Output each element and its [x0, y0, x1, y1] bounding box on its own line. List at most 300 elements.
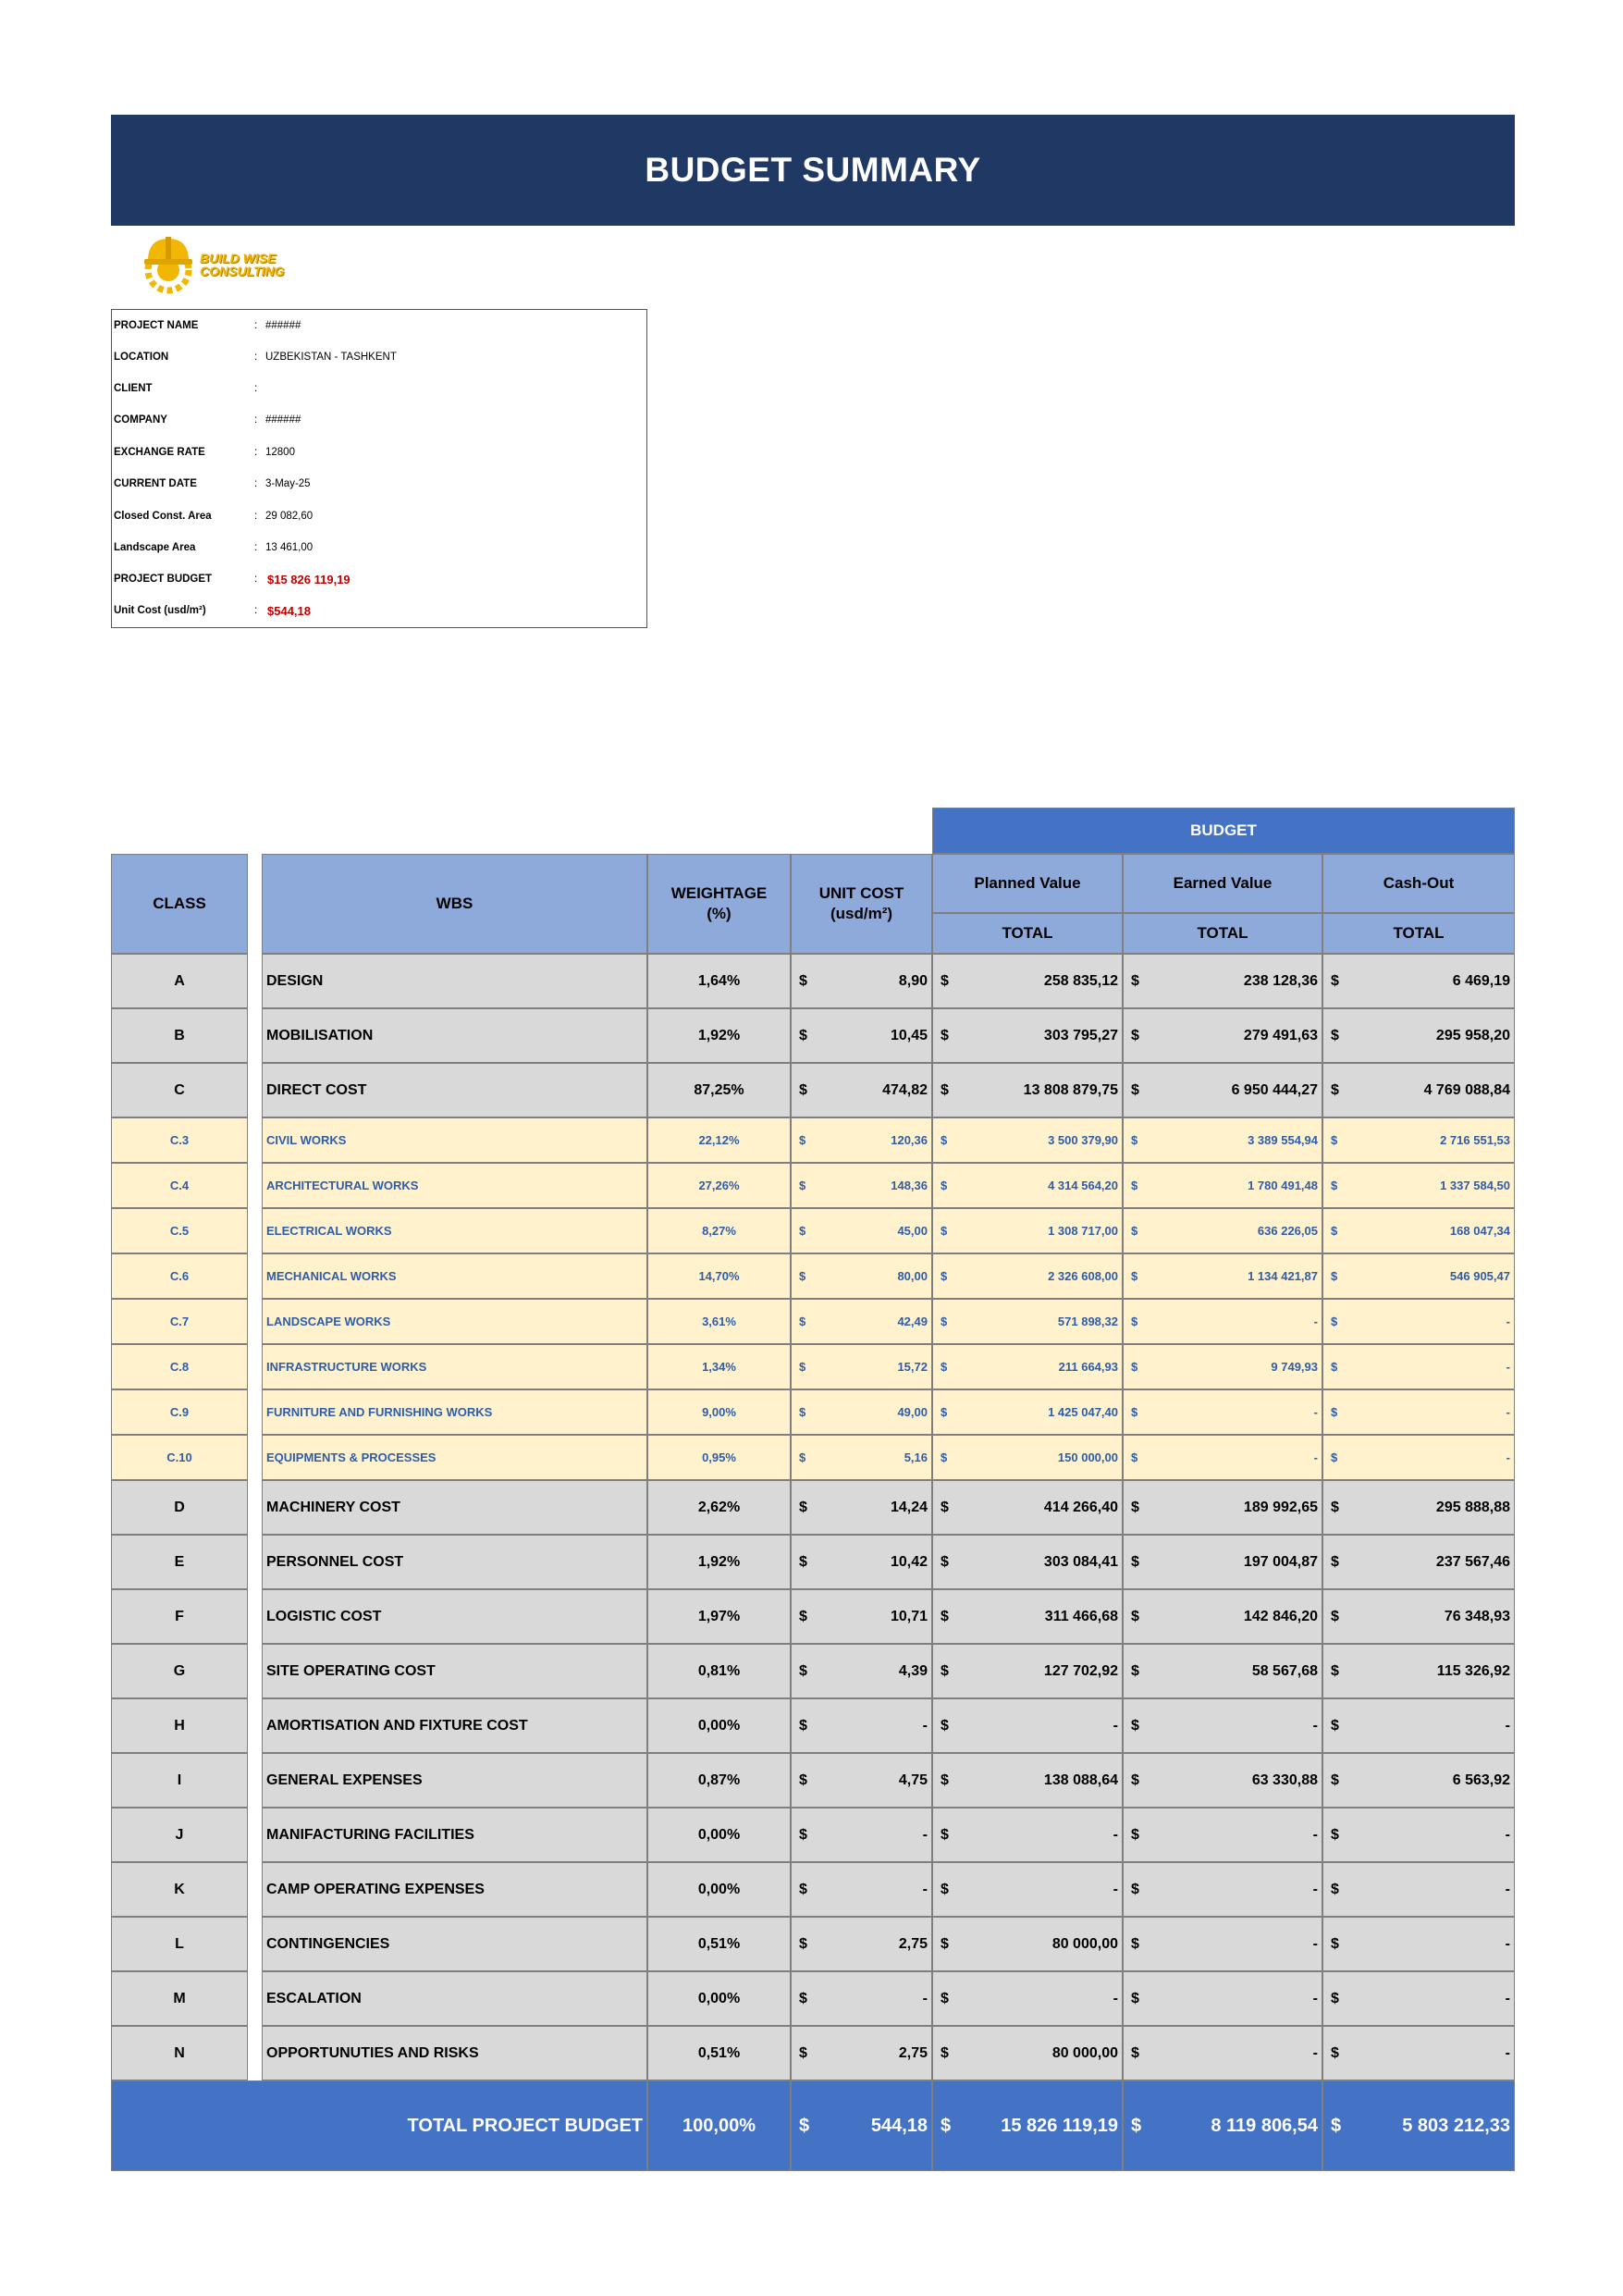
currency-sign: $	[941, 972, 949, 989]
weightage-cell: 87,25%	[647, 1063, 791, 1117]
planned-value-cell-value: 13 808 879,75	[1023, 1081, 1118, 1098]
earned-value-cell	[1123, 1480, 1322, 1535]
planned-value-cell-value: 80 000,00	[1051, 1935, 1118, 1952]
earned-value-cell	[1123, 2026, 1322, 2080]
wbs-cell: LOGISTIC COST	[262, 1589, 647, 1644]
planned-value-cell	[932, 1389, 1123, 1435]
currency-sign: $	[1331, 1499, 1339, 1515]
cash-out-cell-value: 115 326,92	[1436, 1662, 1510, 1679]
unit-cost-cell	[791, 1480, 932, 1535]
cash-out-cell	[1322, 1480, 1515, 1535]
cash-out-cell	[1322, 1435, 1515, 1480]
info-colon: :	[254, 383, 258, 394]
total-planned-value-value: 15 826 119,19	[1001, 2115, 1118, 2136]
cash-out-cell-value: 295 888,88	[1435, 1499, 1510, 1515]
unit-cost-cell-value: 2,75	[898, 2044, 928, 2061]
planned-value-cell-value: 4 314 564,20	[1048, 1179, 1118, 1192]
currency-sign: $	[1331, 1771, 1339, 1788]
planned-value-cell-value: 127 702,92	[1043, 1662, 1118, 1679]
planned-value-cell	[932, 954, 1123, 1008]
unit-cost-cell-value: 10,42	[890, 1553, 928, 1570]
currency-sign: $	[941, 1608, 949, 1624]
currency-sign: $	[1131, 2044, 1139, 2061]
unit-cost-cell	[791, 1753, 932, 1808]
class-cell: G	[111, 1644, 248, 1698]
info-colon: :	[254, 352, 258, 363]
info-row	[112, 500, 646, 532]
earned-value-cell	[1123, 1971, 1322, 2026]
info-value: 13 461,00	[265, 542, 314, 553]
unit-cost-cell	[791, 1389, 932, 1435]
wbs-cell: MECHANICAL WORKS	[262, 1253, 647, 1299]
currency-sign: $	[1331, 1315, 1338, 1328]
unit-cost-cell	[791, 1253, 932, 1299]
weightage-cell: 1,97%	[647, 1589, 791, 1644]
currency-sign: $	[941, 1027, 949, 1043]
planned-value-cell	[932, 1698, 1123, 1753]
unit-cost-cell	[791, 1917, 932, 1971]
cash-out-cell-value: -	[1505, 1717, 1510, 1734]
cash-out-cell	[1322, 1698, 1515, 1753]
wbs-cell: LANDSCAPE WORKS	[262, 1299, 647, 1344]
wbs-cell: MANIFACTURING FACILITIES	[262, 1808, 647, 1862]
cash-out-cell-value: -	[1505, 1826, 1510, 1843]
currency-sign: $	[1331, 1179, 1338, 1192]
cash-out-cell-value: 546 905,47	[1449, 1269, 1510, 1283]
cash-out-cell	[1322, 1862, 1515, 1917]
company-logo	[141, 233, 307, 298]
currency-sign: $	[799, 1133, 806, 1147]
class-cell: C.4	[111, 1163, 248, 1208]
title-bar	[111, 115, 1515, 226]
info-label: Closed Const. Area	[114, 511, 212, 522]
unit-cost-header: UNIT COST (usd/m²)	[791, 854, 932, 954]
class-cell: C.5	[111, 1208, 248, 1253]
currency-sign: $	[799, 1027, 807, 1043]
currency-sign: $	[941, 1315, 948, 1328]
cash-out-cell-value: -	[1506, 1450, 1510, 1464]
unit-cost-cell	[791, 2026, 932, 2080]
class-cell: C.10	[111, 1435, 248, 1480]
cash-out-cell-value: 76 348,93	[1444, 1608, 1510, 1624]
info-label: PROJECT BUDGET	[114, 574, 213, 585]
earned-value-cell-value: -	[1312, 1881, 1318, 1897]
weightage-cell: 0,00%	[647, 1971, 791, 2026]
currency-sign: $	[941, 2115, 952, 2136]
total-cash-out-value: 5 803 212,33	[1402, 2115, 1510, 2136]
planned-value-cell-value: 414 266,40	[1043, 1499, 1118, 1515]
info-row	[112, 595, 646, 626]
currency-sign: $	[799, 1662, 807, 1679]
planned-value-cell	[932, 2026, 1123, 2080]
cash-out-cell-value: 4 769 088,84	[1423, 1081, 1510, 1098]
planned-value-cell-value: -	[1113, 1990, 1118, 2006]
wbs-cell: GENERAL EXPENSES	[262, 1753, 647, 1808]
class-cell: F	[111, 1589, 248, 1644]
earned-value-cell	[1123, 1589, 1322, 1644]
currency-sign: $	[1131, 1662, 1139, 1679]
currency-sign: $	[1131, 1269, 1138, 1283]
currency-sign: $	[1131, 1553, 1139, 1570]
planned-value-cell-value: 311 466,68	[1044, 1608, 1118, 1624]
earned-value-cell	[1123, 1435, 1322, 1480]
unit-cost-cell	[791, 1008, 932, 1063]
unit-cost-cell-value: 45,00	[897, 1224, 928, 1238]
planned-value-cell	[932, 1808, 1123, 1862]
currency-sign: $	[799, 972, 807, 989]
earned-value-cell-value: 197 004,87	[1243, 1553, 1318, 1570]
unit-cost-cell-value: 120,36	[891, 1133, 928, 1147]
earned-value-cell-value: 58 567,68	[1251, 1662, 1318, 1679]
class-header: CLASS	[111, 854, 248, 954]
currency-sign: $	[941, 1133, 948, 1147]
info-value: ######	[265, 320, 301, 331]
planned-value-cell	[932, 1063, 1123, 1117]
planned-value-cell-value: 138 088,64	[1043, 1771, 1118, 1788]
currency-sign: $	[1331, 1553, 1339, 1570]
info-colon: :	[254, 605, 258, 616]
currency-sign: $	[1331, 1935, 1339, 1952]
earned-value-cell-value: 238 128,36	[1243, 972, 1318, 989]
planned-value-header: Planned Value	[932, 854, 1123, 913]
weightage-cell: 3,61%	[647, 1299, 791, 1344]
currency-sign: $	[941, 1450, 948, 1464]
wbs-cell: PERSONNEL COST	[262, 1535, 647, 1589]
info-row	[112, 373, 646, 404]
currency-sign: $	[1331, 1360, 1338, 1374]
weightage-cell: 0,51%	[647, 2026, 791, 2080]
currency-sign: $	[1131, 1499, 1139, 1515]
class-cell: H	[111, 1698, 248, 1753]
total-earned-value-value: 8 119 806,54	[1211, 2115, 1318, 2136]
wbs-cell: CONTINGENCIES	[262, 1917, 647, 1971]
info-colon: :	[254, 414, 258, 426]
unit-cost-cell	[791, 1435, 932, 1480]
unit-cost-cell	[791, 1589, 932, 1644]
cash-out-cell	[1322, 1808, 1515, 1862]
planned-value-cell-value: -	[1113, 1881, 1118, 1897]
currency-sign: $	[1131, 1771, 1139, 1788]
planned-value-cell-value: -	[1113, 1717, 1118, 1734]
wbs-cell: SITE OPERATING COST	[262, 1644, 647, 1698]
currency-sign: $	[1131, 1717, 1139, 1734]
cash-out-cell-value: 168 047,34	[1449, 1224, 1510, 1238]
wbs-cell: DESIGN	[262, 954, 647, 1008]
weightage-header: WEIGHTAGE (%)	[647, 854, 791, 954]
unit-cost-cell	[791, 1163, 932, 1208]
total-unit-cost-value: 544,18	[870, 2115, 928, 2136]
info-colon: :	[254, 478, 258, 489]
wbs-cell: CIVIL WORKS	[262, 1117, 647, 1163]
currency-sign: $	[799, 1405, 806, 1419]
planned-value-cell	[932, 1163, 1123, 1208]
cash-out-header: Cash-Out	[1322, 854, 1515, 913]
logo-line-2: CONSULTING	[200, 264, 285, 278]
earned-value-cell-value: -	[1312, 2044, 1318, 2061]
cash-out-cell	[1322, 1253, 1515, 1299]
weightage-cell: 0,00%	[647, 1862, 791, 1917]
currency-sign: $	[941, 1081, 949, 1098]
weightage-cell: 0,81%	[647, 1644, 791, 1698]
currency-sign: $	[1131, 1608, 1139, 1624]
currency-sign: $	[1331, 1405, 1338, 1419]
earned-value-cell-value: 3 389 554,94	[1248, 1133, 1318, 1147]
currency-sign: $	[941, 1269, 948, 1283]
cash-out-cell	[1322, 1299, 1515, 1344]
weightage-cell: 0,00%	[647, 1698, 791, 1753]
class-cell: C.6	[111, 1253, 248, 1299]
info-label: PROJECT NAME	[114, 320, 199, 331]
planned-value-cell	[932, 1117, 1123, 1163]
unit-cost-cell	[791, 1535, 932, 1589]
total-cash-out	[1322, 2080, 1515, 2171]
cash-out-cell-value: 237 567,46	[1435, 1553, 1510, 1570]
unit-cost-cell	[791, 1063, 932, 1117]
earned-value-cell	[1123, 1008, 1322, 1063]
weightage-cell: 27,26%	[647, 1163, 791, 1208]
currency-sign: $	[941, 1405, 948, 1419]
cash-out-cell	[1322, 1589, 1515, 1644]
currency-sign: $	[1131, 1881, 1139, 1897]
earned-value-cell	[1123, 954, 1322, 1008]
cash-out-cell-value: -	[1505, 1990, 1510, 2006]
unit-cost-cell	[791, 954, 932, 1008]
unit-cost-cell-value: 5,16	[904, 1450, 928, 1464]
cash-out-cell-value: 6 469,19	[1452, 972, 1510, 989]
class-cell: C.7	[111, 1299, 248, 1344]
currency-sign: $	[941, 1662, 949, 1679]
logo-line-1: BUILD WISE	[200, 251, 277, 265]
earned-value-cell	[1123, 1208, 1322, 1253]
currency-sign: $	[799, 1771, 807, 1788]
earned-value-cell	[1123, 1063, 1322, 1117]
currency-sign: $	[799, 1081, 807, 1098]
planned-value-cell	[932, 1862, 1123, 1917]
weightage-cell: 8,27%	[647, 1208, 791, 1253]
earned-value-cell	[1123, 1698, 1322, 1753]
budget-header: BUDGET	[932, 808, 1515, 854]
currency-sign: $	[1131, 1990, 1139, 2006]
earned-value-cell-value: -	[1312, 1935, 1318, 1952]
class-cell: L	[111, 1917, 248, 1971]
cash-out-cell	[1322, 1644, 1515, 1698]
currency-sign: $	[1131, 972, 1139, 989]
currency-sign: $	[941, 1553, 949, 1570]
earned-value-cell	[1123, 1253, 1322, 1299]
info-label: CLIENT	[114, 383, 153, 394]
info-colon: :	[254, 320, 258, 331]
info-label: LOCATION	[114, 352, 169, 363]
earned-value-cell	[1123, 1917, 1322, 1971]
currency-sign: $	[799, 1315, 806, 1328]
total-earned-value	[1123, 2080, 1322, 2171]
cash-out-cell	[1322, 1971, 1515, 2026]
earned-value-cell	[1123, 1535, 1322, 1589]
unit-cost-cell-value: 4,75	[898, 1771, 928, 1788]
currency-sign: $	[1331, 1662, 1339, 1679]
unit-cost-cell-value: 49,00	[897, 1405, 928, 1419]
planned-value-cell-value: 211 664,93	[1058, 1360, 1118, 1374]
earned-value-cell-value: -	[1312, 1826, 1318, 1843]
earned-value-cell-value: -	[1313, 1405, 1318, 1419]
currency-sign: $	[1131, 1179, 1138, 1192]
planned-value-cell	[932, 1753, 1123, 1808]
planned-value-cell	[932, 1299, 1123, 1344]
currency-sign: $	[799, 1608, 807, 1624]
info-label: EXCHANGE RATE	[114, 447, 205, 458]
info-value: $544,18	[267, 603, 311, 618]
planned-value-cell	[932, 1480, 1123, 1535]
planned-value-cell	[932, 1435, 1123, 1480]
info-row	[112, 437, 646, 468]
unit-cost-cell-value: 42,49	[897, 1315, 928, 1328]
logo-text	[200, 252, 285, 278]
currency-sign: $	[1331, 1224, 1338, 1238]
class-cell: K	[111, 1862, 248, 1917]
info-label: CURRENT DATE	[114, 478, 197, 489]
earned-value-cell-value: -	[1313, 1315, 1318, 1328]
info-label: Unit Cost (usd/m²)	[114, 605, 206, 616]
info-value: 29 082,60	[265, 511, 314, 522]
currency-sign: $	[1331, 1608, 1339, 1624]
currency-sign: $	[941, 1771, 949, 1788]
currency-sign: $	[799, 1553, 807, 1570]
cash-out-cell-value: 1 337 584,50	[1440, 1179, 1510, 1192]
total-planned-value	[932, 2080, 1123, 2171]
planned-value-cell-value: 303 795,27	[1043, 1027, 1118, 1043]
cash-out-cell	[1322, 1117, 1515, 1163]
earned-value-cell-value: 279 491,63	[1243, 1027, 1318, 1043]
currency-sign: $	[1331, 1990, 1339, 2006]
unit-cost-cell-value: -	[922, 1881, 928, 1897]
weightage-cell: 1,34%	[647, 1344, 791, 1389]
wbs-cell: ARCHITECTURAL WORKS	[262, 1163, 647, 1208]
earned-value-cell-value: 142 846,20	[1243, 1608, 1318, 1624]
cash-out-cell-value: -	[1505, 1881, 1510, 1897]
unit-cost-cell-value: 10,71	[890, 1608, 928, 1624]
planned-value-cell	[932, 1644, 1123, 1698]
currency-sign: $	[799, 2115, 810, 2136]
unit-cost-cell	[791, 1299, 932, 1344]
weightage-cell: 0,87%	[647, 1753, 791, 1808]
currency-sign: $	[941, 1881, 949, 1897]
cash-out-cell	[1322, 1344, 1515, 1389]
wbs-cell: MOBILISATION	[262, 1008, 647, 1063]
planned-value-cell-value: 258 835,12	[1043, 972, 1118, 989]
cash-out-cell	[1322, 1753, 1515, 1808]
unit-cost-cell	[791, 1971, 932, 2026]
info-colon: :	[254, 542, 258, 553]
currency-sign: $	[1331, 972, 1339, 989]
cash-out-cell	[1322, 1163, 1515, 1208]
currency-sign: $	[1131, 1224, 1138, 1238]
project-info-box	[111, 309, 647, 628]
currency-sign: $	[1131, 1315, 1138, 1328]
currency-sign: $	[941, 1990, 949, 2006]
cash-out-cell	[1322, 1008, 1515, 1063]
class-cell: E	[111, 1535, 248, 1589]
unit-cost-cell-value: 4,39	[898, 1662, 928, 1679]
currency-sign: $	[799, 2044, 807, 2061]
currency-sign: $	[799, 1360, 806, 1374]
currency-sign: $	[799, 1224, 806, 1238]
earned-value-cell-value: 6 950 444,27	[1231, 1081, 1318, 1098]
class-cell: I	[111, 1753, 248, 1808]
earned-value-cell	[1123, 1299, 1322, 1344]
currency-sign: $	[1131, 1450, 1138, 1464]
earned-value-cell-value: 63 330,88	[1251, 1771, 1318, 1788]
planned-value-cell-value: -	[1113, 1826, 1118, 1843]
earned-value-cell	[1123, 1344, 1322, 1389]
earned-value-cell-value: 636 226,05	[1257, 1224, 1318, 1238]
info-value: ######	[265, 414, 301, 426]
cash-out-cell	[1322, 954, 1515, 1008]
currency-sign: $	[941, 1499, 949, 1515]
total-weightage: 100,00%	[647, 2080, 791, 2171]
currency-sign: $	[1331, 1450, 1338, 1464]
total-unit-cost	[791, 2080, 932, 2171]
currency-sign: $	[941, 1717, 949, 1734]
currency-sign: $	[941, 1935, 949, 1952]
cash-out-cell-value: -	[1506, 1360, 1510, 1374]
cash-out-cell	[1322, 1535, 1515, 1589]
currency-sign: $	[1131, 1405, 1138, 1419]
unit-cost-cell-value: -	[922, 1990, 928, 2006]
planned-value-cell	[932, 1589, 1123, 1644]
currency-sign: $	[1131, 2115, 1142, 2136]
class-cell: M	[111, 1971, 248, 2026]
currency-sign: $	[1331, 1826, 1339, 1843]
currency-sign: $	[941, 1826, 949, 1843]
currency-sign: $	[799, 1935, 807, 1952]
total-label: TOTAL PROJECT BUDGET	[111, 2080, 647, 2171]
wbs-cell: MACHINERY COST	[262, 1480, 647, 1535]
info-value: 3-May-25	[265, 478, 311, 489]
wbs-header: WBS	[262, 854, 647, 954]
cash-out-cell-value: 6 563,92	[1452, 1771, 1510, 1788]
currency-sign: $	[1131, 1027, 1139, 1043]
planned-value-cell-value: 303 084,41	[1043, 1553, 1118, 1570]
weightage-cell: 1,92%	[647, 1535, 791, 1589]
planned-value-cell-value: 80 000,00	[1051, 2044, 1118, 2061]
wbs-cell: AMORTISATION AND FIXTURE COST	[262, 1698, 647, 1753]
wbs-cell: CAMP OPERATING EXPENSES	[262, 1862, 647, 1917]
currency-sign: $	[799, 1179, 806, 1192]
hardhat-gear-icon	[141, 233, 196, 294]
currency-sign: $	[941, 1360, 948, 1374]
currency-sign: $	[1131, 1081, 1139, 1098]
currency-sign: $	[799, 1269, 806, 1283]
weightage-cell: 14,70%	[647, 1253, 791, 1299]
earned-value-cell	[1123, 1389, 1322, 1435]
unit-cost-cell-value: -	[922, 1717, 928, 1734]
info-colon: :	[254, 511, 258, 522]
planned-value-cell	[932, 1008, 1123, 1063]
planned-total-header: TOTAL	[932, 913, 1123, 954]
weightage-cell: 0,51%	[647, 1917, 791, 1971]
planned-value-cell	[932, 1917, 1123, 1971]
wbs-cell: EQUIPMENTS & PROCESSES	[262, 1435, 647, 1480]
unit-cost-cell	[791, 1644, 932, 1698]
cash-out-cell-value: -	[1505, 1935, 1510, 1952]
currency-sign: $	[799, 1826, 807, 1843]
earned-value-cell	[1123, 1808, 1322, 1862]
class-cell: A	[111, 954, 248, 1008]
cash-out-cell-value: -	[1506, 1315, 1510, 1328]
earned-value-cell-value: 1 780 491,48	[1248, 1179, 1318, 1192]
weightage-cell: 2,62%	[647, 1480, 791, 1535]
earned-value-cell-value: 1 134 421,87	[1248, 1269, 1318, 1283]
